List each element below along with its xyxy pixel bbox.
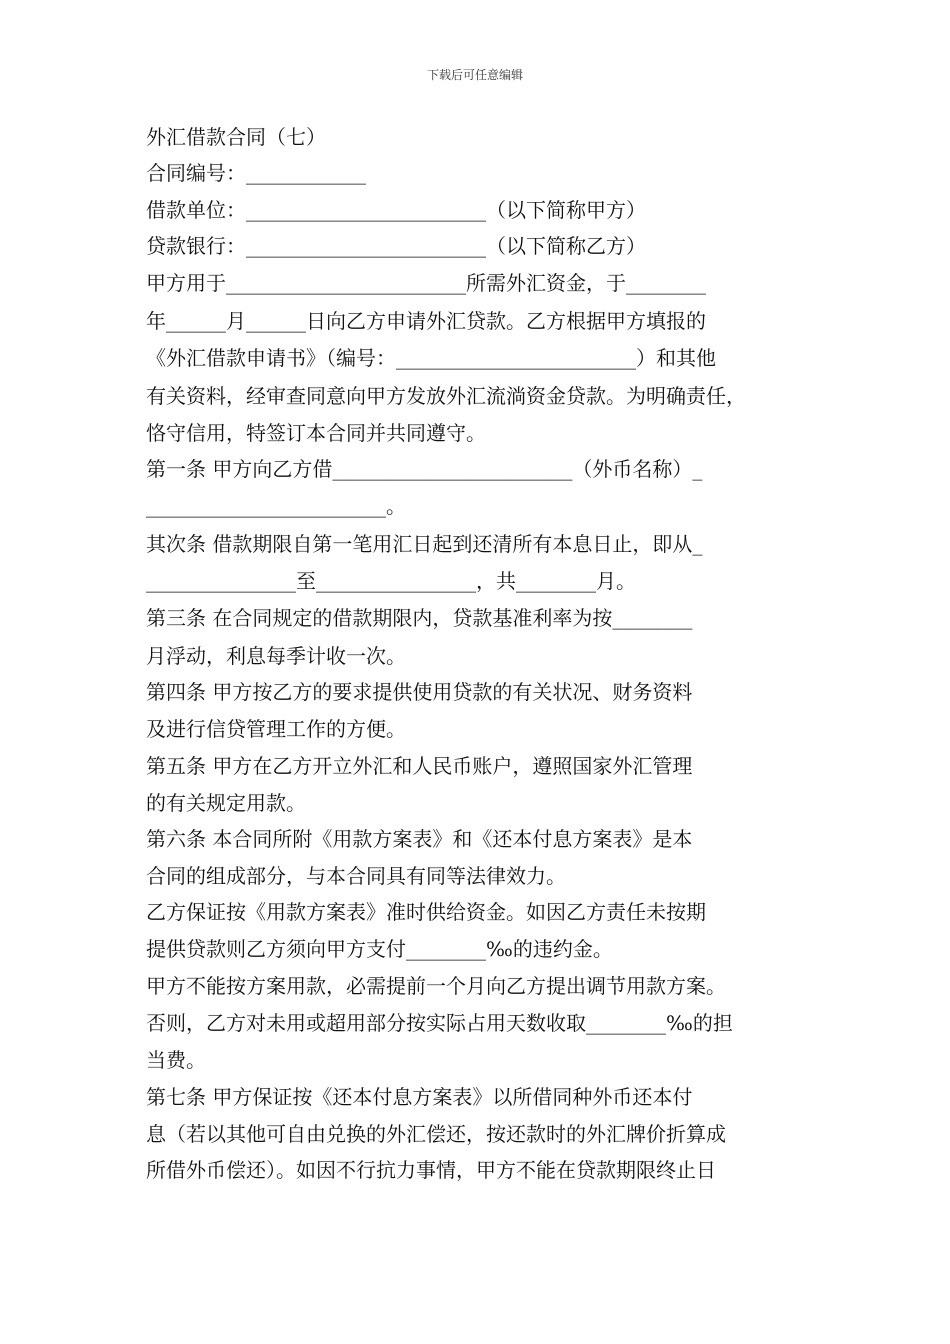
text-line: 否则，乙方对未用或超用部分按实际占用天数收取________‰的担 xyxy=(146,1011,733,1035)
text-line: 月浮动，利息每季计收一次。 xyxy=(146,644,406,668)
text-line: 甲方不能按方案用款，必需提前一个月向乙方提出调节用款方案。 xyxy=(146,974,726,998)
text-line: 息（若以其他可自由兑换的外汇偿还，按还款时的外汇牌价折算成 xyxy=(146,1122,726,1146)
text-line: _______________至________________，共________月。 xyxy=(146,569,636,593)
article-7-line: 第七条 甲方保证按《还本付息方案表》以所借同种外币还本付 xyxy=(146,1085,693,1109)
article-6-line: 第六条 本合同所附《用款方案表》和《还本付息方案表》是本 xyxy=(146,827,693,851)
text-line: 及进行信贷管理工作的方便。 xyxy=(146,717,406,741)
text-line: 的有关规定用款。 xyxy=(146,791,306,815)
article-1-line: 第一条 甲方向乙方借________________________（外币名称）_ xyxy=(146,457,703,481)
article-3-line: 第三条 在合同规定的借款期限内，贷款基准利率为按________ xyxy=(146,606,693,630)
text-line: 当费。 xyxy=(146,1048,206,1072)
text-line: 恪守信用，特签订本合同并共同遵守。 xyxy=(146,421,486,445)
text-line: 提供贷款则乙方须向甲方支付________‰的违约金。 xyxy=(146,937,613,961)
article-4-line: 第四条 甲方按乙方的要求提供使用贷款的有关状况、财务资料 xyxy=(146,680,693,704)
text-line: ________________________。 xyxy=(146,494,406,518)
article-5-line: 第五条 甲方在乙方开立外汇和人民币账户，遵照国家外汇管理 xyxy=(146,754,693,778)
header-note: 下载后可任意编辑 xyxy=(426,68,523,82)
borrower-line: 借款单位：________________________（以下简称甲方） xyxy=(146,198,646,222)
text-line: 《外汇借款申请书》（编号：________________________）和其他 xyxy=(146,346,716,370)
text-line: 所借外币偿还）。如因不行抗力事情，甲方不能在贷款期限终止日 xyxy=(146,1158,716,1182)
document-title: 外汇借款合同（七） xyxy=(146,125,326,149)
contract-number-line: 合同编号：____________ xyxy=(146,161,366,185)
text-line: 合同的组成部分，与本合同具有同等法律效力。 xyxy=(146,864,566,888)
text-line: 年______月______日向乙方申请外汇贷款。乙方根据甲方填报的 xyxy=(146,309,706,333)
text-line: 有关资料，经审查同意向甲方发放外汇流淌资金贷款。为明确责任， xyxy=(146,384,746,408)
article-2-line: 其次条 借款期限自第一笔用汇日起到还清所有本息日止，即从_ xyxy=(146,532,703,556)
text-line: 乙方保证按《用款方案表》准时供给资金。如因乙方责任未按期 xyxy=(146,900,706,924)
lender-line: 贷款银行：________________________（以下简称乙方） xyxy=(146,234,646,258)
text-line: 甲方用于________________________所需外汇资金，于________ xyxy=(146,271,706,295)
